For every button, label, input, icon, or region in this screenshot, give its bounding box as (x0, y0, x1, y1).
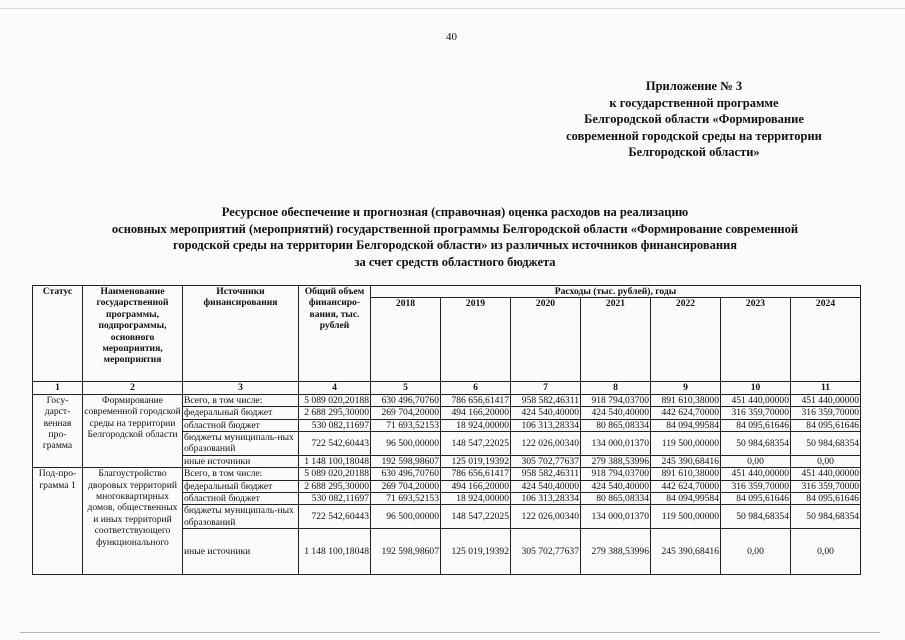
source-cell: федеральный бюджет (183, 407, 299, 419)
source-cell: областной бюджет (183, 493, 299, 505)
year-value-cell: 125 019,19392 (441, 455, 511, 467)
column-number: 6 (441, 382, 511, 394)
year-value-cell: 918 794,03700 (581, 394, 651, 406)
total-cell: 5 089 020,20188 (299, 468, 371, 480)
year-value-cell: 122 026,00340 (511, 505, 581, 529)
year-value-cell: 305 702,77637 (511, 529, 581, 575)
column-number: 5 (371, 382, 441, 394)
year-value-cell: 0,00 (791, 529, 861, 575)
header-expenses: Расходы (тыс. рублей), годы (371, 286, 861, 298)
column-number: 1 (33, 382, 83, 394)
column-number-row (33, 382, 861, 394)
header-sources: Источники финансирования (183, 286, 299, 382)
year-value-cell: 891 610,38000 (651, 394, 721, 406)
year-value-cell: 451 440,00000 (721, 394, 791, 406)
year-value-cell: 269 704,20000 (371, 480, 441, 492)
scan-artifact-top (0, 8, 905, 9)
appendix-line: к государственной программе (609, 95, 779, 110)
year-value-cell: 50 984,68354 (721, 505, 791, 529)
year-value-cell: 119 500,00000 (651, 432, 721, 456)
year-value-cell: 316 359,70000 (721, 480, 791, 492)
year-value-cell: 18 924,00000 (441, 493, 511, 505)
year-value-cell: 18 924,00000 (441, 419, 511, 431)
year-value-cell: 80 865,08334 (581, 419, 651, 431)
source-cell: иные источники (183, 529, 299, 575)
year-value-cell: 80 865,08334 (581, 493, 651, 505)
source-cell: бюджеты муниципаль-ных образований (183, 505, 299, 529)
total-cell: 5 089 020,20188 (299, 394, 371, 406)
year-value-cell: 305 702,77637 (511, 455, 581, 467)
year-value-cell: 786 656,61417 (441, 394, 511, 406)
year-value-cell: 958 582,46311 (511, 394, 581, 406)
title-line: городской среды на территории Белгородской области» из различных источников финансирования (172, 238, 738, 252)
year-value-cell: 84 094,99584 (651, 493, 721, 505)
header-year: 2023 (721, 298, 791, 382)
appendix-block (529, 78, 859, 161)
appendix-line: Белгородской области» (628, 145, 760, 159)
column-number: 2 (83, 382, 183, 394)
total-cell: 530 082,11697 (299, 419, 371, 431)
table-row (33, 468, 861, 480)
header-year: 2021 (581, 298, 651, 382)
year-value-cell: 494 166,20000 (441, 480, 511, 492)
year-value-cell: 50 984,68354 (791, 505, 861, 529)
year-value-cell: 192 598,98607 (371, 529, 441, 575)
year-value-cell: 451 440,00000 (791, 394, 861, 406)
column-number: 10 (721, 382, 791, 394)
year-value-cell: 245 390,68416 (651, 455, 721, 467)
header-row (33, 286, 861, 298)
header-name: Наименование государственной программы, подпрограммы, основного мероприятия, мероприятия (83, 286, 183, 382)
year-value-cell: 630 496,70760 (371, 394, 441, 406)
year-value-cell: 192 598,98607 (371, 455, 441, 467)
title-line: основных мероприятий (мероприятий) государственной программы Белгородской области «Формирование современной (111, 221, 799, 236)
year-value-cell: 279 388,53996 (581, 455, 651, 467)
appendix-line: современной городской среды на территории (566, 128, 822, 143)
year-value-cell: 316 359,70000 (791, 480, 861, 492)
year-value-cell: 71 693,52153 (371, 493, 441, 505)
year-value-cell: 134 000,01370 (581, 432, 651, 456)
source-cell: Всего, в том числе: (183, 394, 299, 406)
year-value-cell: 148 547,22025 (441, 505, 511, 529)
year-value-cell: 84 095,61646 (721, 493, 791, 505)
year-value-cell: 451 440,00000 (721, 468, 791, 480)
table-body (33, 394, 861, 574)
document-title (40, 204, 870, 270)
total-cell: 530 082,11697 (299, 493, 371, 505)
total-cell: 2 688 295,30000 (299, 407, 371, 419)
total-cell: 722 542,60443 (299, 505, 371, 529)
title-line: за счет средств областного бюджета (354, 254, 556, 269)
year-value-cell: 71 693,52153 (371, 419, 441, 431)
source-cell: федеральный бюджет (183, 480, 299, 492)
year-value-cell: 84 094,99584 (651, 419, 721, 431)
year-value-cell: 316 359,70000 (791, 407, 861, 419)
year-value-cell: 50 984,68354 (791, 432, 861, 456)
column-number: 3 (183, 382, 299, 394)
year-value-cell: 0,00 (791, 455, 861, 467)
title-line: Ресурсное обеспечение и прогнозная (справочная) оценка расходов на реализацию (221, 205, 689, 219)
year-value-cell: 84 095,61646 (791, 493, 861, 505)
page-number: 40 (446, 31, 457, 43)
year-value-cell: 106 313,28334 (511, 493, 581, 505)
year-value-cell: 125 019,19392 (441, 529, 511, 575)
program-name-cell: Благоустройство дворовых территорий многоквартирных домов, общественных и иных территорий соответствующего функционального (83, 468, 183, 575)
year-value-cell: 0,00 (721, 529, 791, 575)
year-value-cell: 786 656,61417 (441, 468, 511, 480)
year-value-cell: 630 496,70760 (371, 468, 441, 480)
year-value-cell: 424 540,40000 (581, 407, 651, 419)
header-year: 2024 (791, 298, 861, 382)
year-value-cell: 84 095,61646 (721, 419, 791, 431)
header-total: Общий объем финансиро-вания, тыс. рублей (299, 286, 371, 382)
year-value-cell: 269 704,20000 (371, 407, 441, 419)
total-cell: 1 148 100,18048 (299, 455, 371, 467)
column-number: 9 (651, 382, 721, 394)
year-value-cell: 316 359,70000 (721, 407, 791, 419)
year-value-cell: 96 500,00000 (371, 432, 441, 456)
year-value-cell: 424 540,40000 (581, 480, 651, 492)
year-value-cell: 442 624,70000 (651, 480, 721, 492)
header-status: Статус (33, 286, 83, 382)
total-cell: 722 542,60443 (299, 432, 371, 456)
year-value-cell: 494 166,20000 (441, 407, 511, 419)
year-value-cell: 918 794,03700 (581, 468, 651, 480)
year-value-cell: 106 313,28334 (511, 419, 581, 431)
year-value-cell: 134 000,01370 (581, 505, 651, 529)
year-value-cell: 96 500,00000 (371, 505, 441, 529)
year-value-cell: 958 582,46311 (511, 468, 581, 480)
year-value-cell: 245 390,68416 (651, 529, 721, 575)
header-year: 2020 (511, 298, 581, 382)
scan-artifact-bottom (20, 632, 880, 633)
source-cell: областной бюджет (183, 419, 299, 431)
total-cell: 1 148 100,18048 (299, 529, 371, 575)
table-row (33, 394, 861, 406)
appendix-line: Белгородской области «Формирование (584, 112, 804, 126)
header-year: 2019 (441, 298, 511, 382)
source-cell: иные источники (183, 455, 299, 467)
program-name-cell: Формирование современной городской среды на территории Белгородской области (83, 394, 183, 467)
year-value-cell: 279 388,53996 (581, 529, 651, 575)
year-value-cell: 148 547,22025 (441, 432, 511, 456)
appendix-line: Приложение № 3 (645, 79, 743, 93)
year-value-cell: 424 540,40000 (511, 407, 581, 419)
header-year: 2022 (651, 298, 721, 382)
column-number: 7 (511, 382, 581, 394)
year-value-cell: 122 026,00340 (511, 432, 581, 456)
header-year: 2018 (371, 298, 441, 382)
source-cell: Всего, в том числе: (183, 468, 299, 480)
year-value-cell: 442 624,70000 (651, 407, 721, 419)
year-value-cell: 0,00 (721, 455, 791, 467)
year-value-cell: 84 095,61646 (791, 419, 861, 431)
year-value-cell: 451 440,00000 (791, 468, 861, 480)
year-value-cell: 424 540,40000 (511, 480, 581, 492)
column-number: 4 (299, 382, 371, 394)
status-cell: Госу-дарст-венная про-грамма (33, 394, 83, 467)
column-number: 8 (581, 382, 651, 394)
status-cell: Под-про-грамма 1 (33, 468, 83, 575)
source-cell: бюджеты муниципаль-ных образований (183, 432, 299, 456)
funding-table (32, 285, 861, 575)
year-value-cell: 891 610,38000 (651, 468, 721, 480)
year-value-cell: 119 500,00000 (651, 505, 721, 529)
column-number: 11 (791, 382, 861, 394)
total-cell: 2 688 295,30000 (299, 480, 371, 492)
year-value-cell: 50 984,68354 (721, 432, 791, 456)
